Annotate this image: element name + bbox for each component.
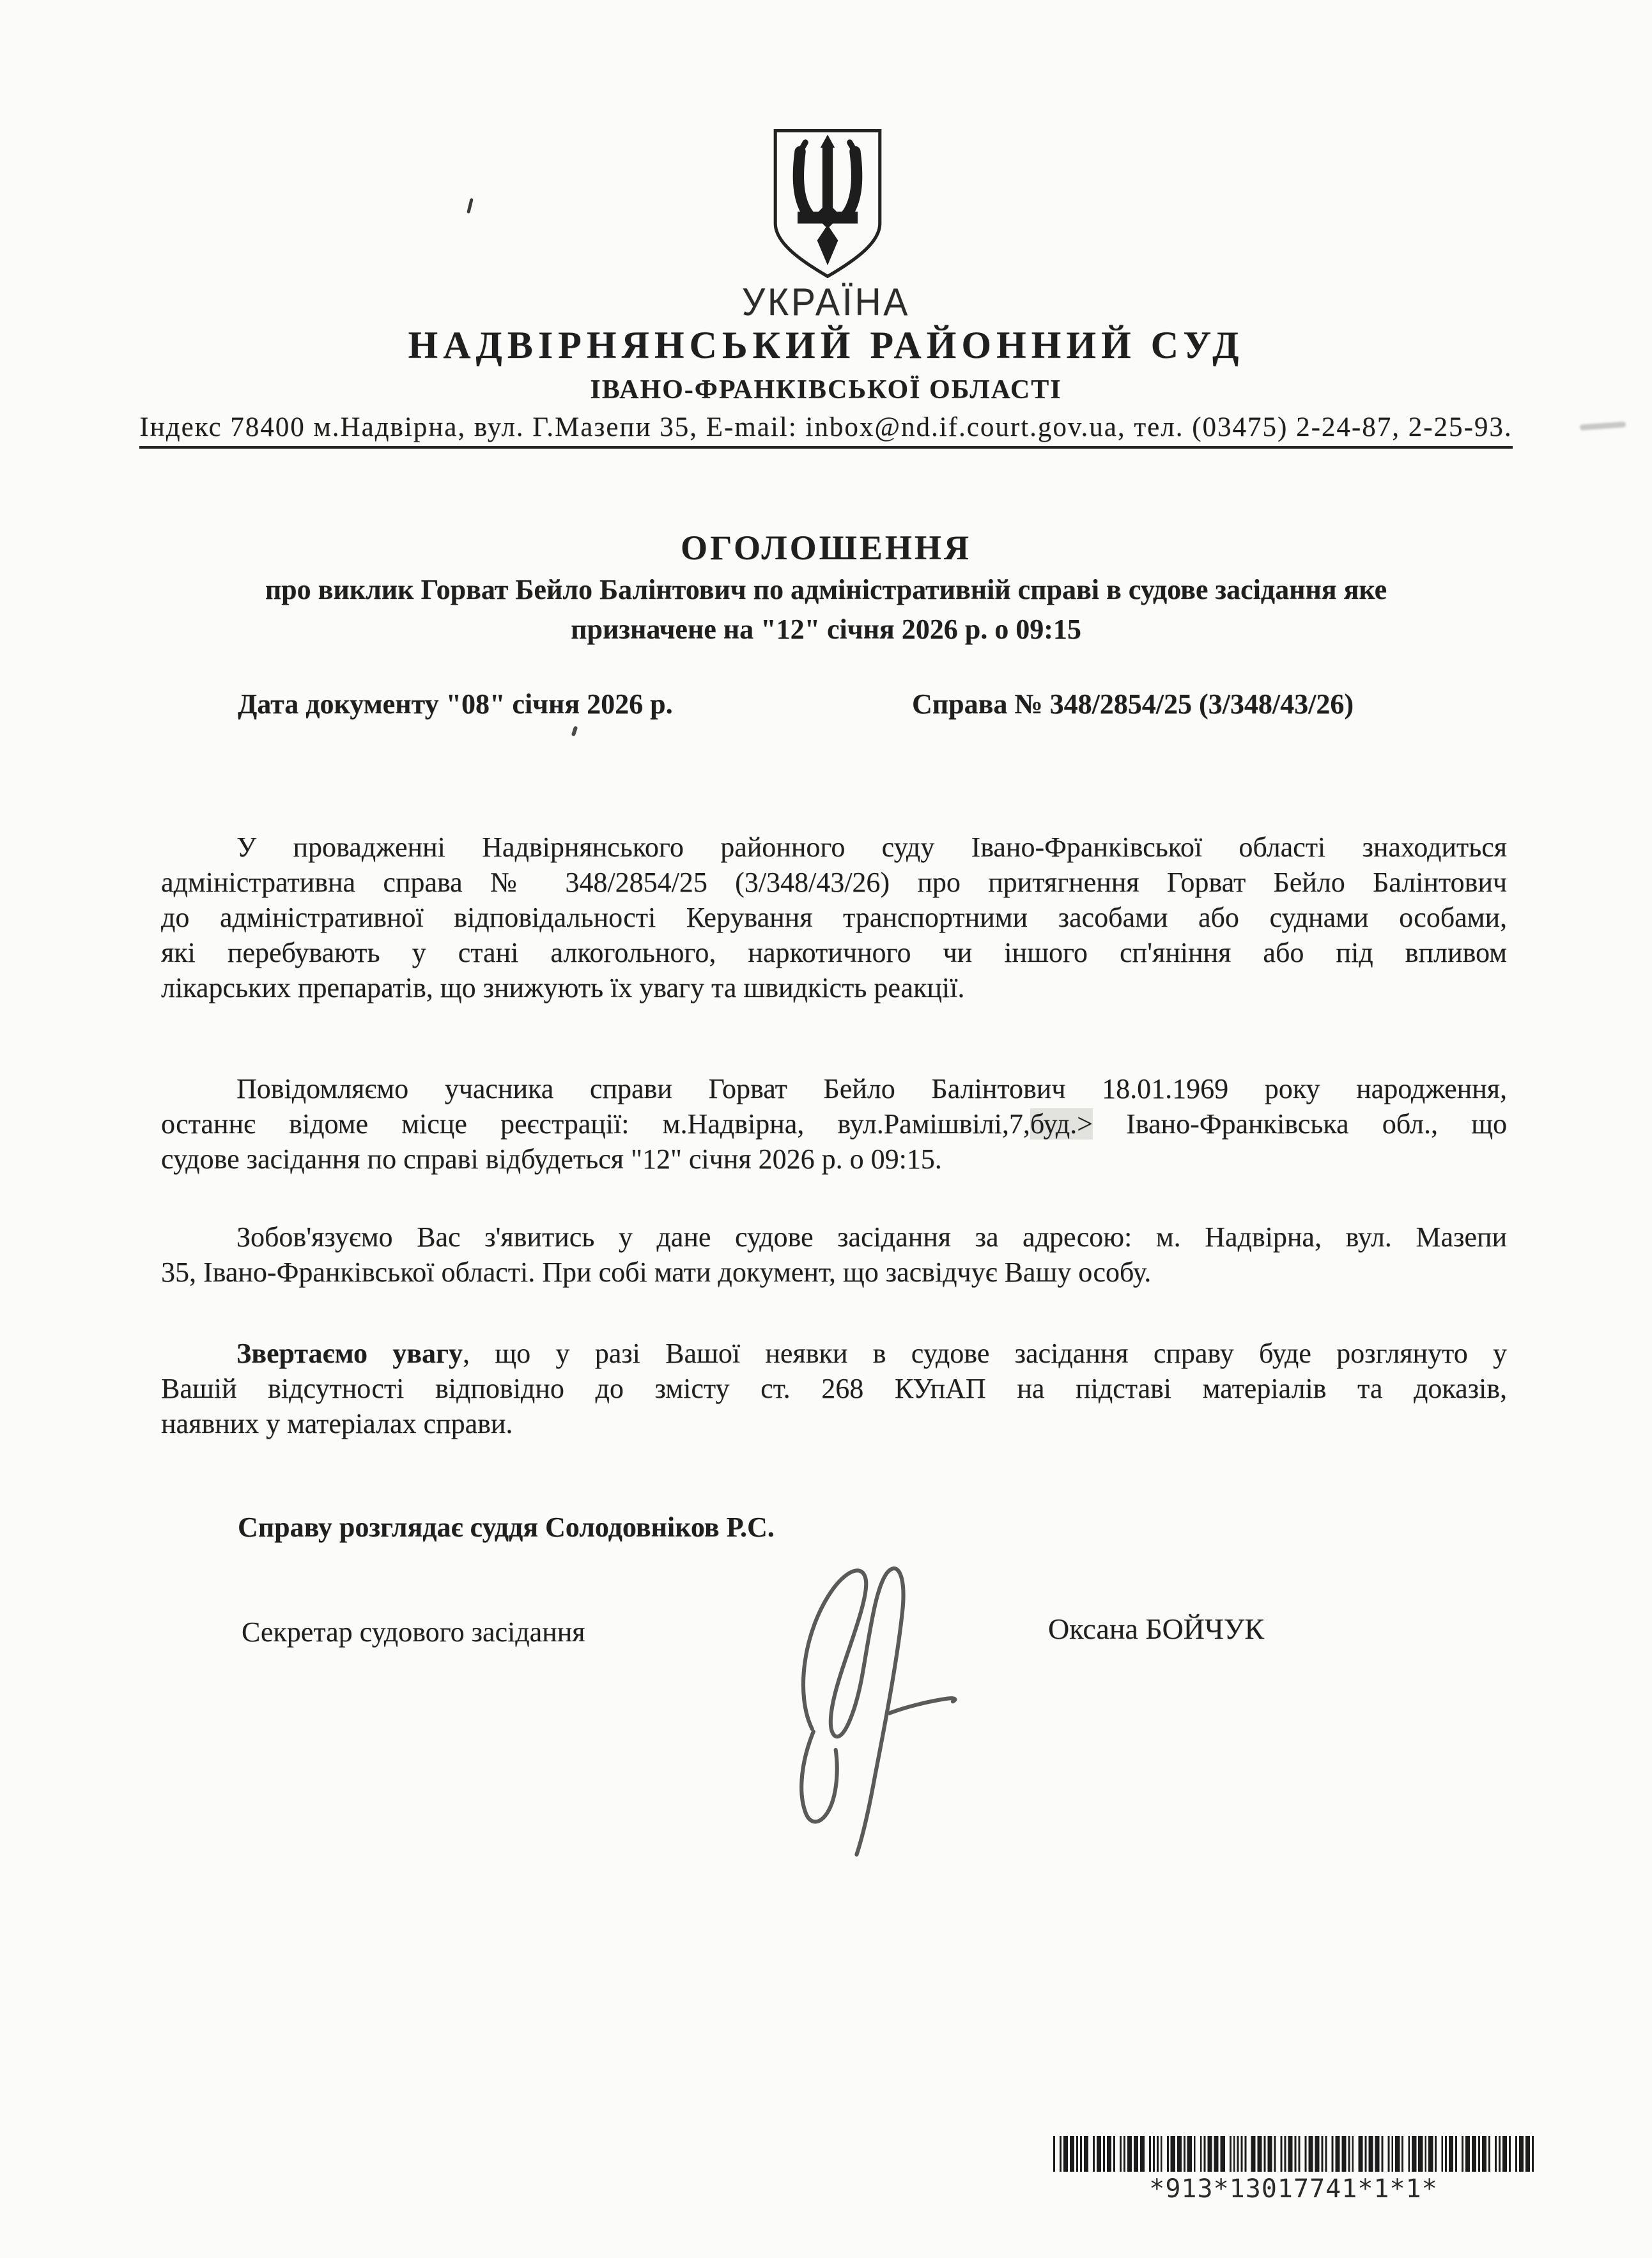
text-line: У провадженні Надвірнянського районного суду Івано-Франківської області знаходиться bbox=[236, 831, 1507, 863]
text-line bbox=[161, 1106, 1507, 1141]
paragraph-case-description bbox=[161, 830, 1507, 1005]
case-number: Справа № 348/2854/25 (3/348/43/26) bbox=[912, 688, 1354, 720]
text-line: лікарських препаратів, що знижують їх увагу та швидкість реакції. bbox=[161, 972, 965, 1003]
paragraph-notification bbox=[161, 1071, 1507, 1177]
ukraine-coat-of-arms-icon bbox=[769, 125, 886, 282]
barcode-label: *913*13017741*1*1* bbox=[1149, 2174, 1438, 2204]
court-region: ІВАНО-ФРАНКІВСЬКОЇ ОБЛАСТІ bbox=[590, 375, 1062, 405]
text-fragment: останнє відоме місце реєстрації: м.Надвірна, вул.Рамішвілі,7, bbox=[161, 1108, 1030, 1140]
text-fragment: , що у разі Вашої неявки в судове засідання справу буде розглянуто у bbox=[462, 1338, 1507, 1369]
text-line: судове засідання по справі відбудеться "12" січня 2026 р. о 09:15. bbox=[161, 1143, 942, 1175]
court-name: НАДВІРНЯНСЬКИЙ РАЙОННИЙ СУД bbox=[408, 324, 1244, 366]
bold-lead-text: Звертаємо увагу bbox=[236, 1338, 463, 1369]
text-line: які перебувають у стані алкогольного, наркотичного чи іншого сп'яніння або під впливом bbox=[161, 937, 1507, 968]
text-line: Вашій відсутності відповідно до змісту ст. 268 КУпАП на підставі матеріалів та доказів, bbox=[161, 1373, 1507, 1404]
highlighted-text: буд.> bbox=[1030, 1108, 1093, 1140]
handwritten-signature bbox=[735, 1533, 1010, 1860]
text-line: адміністративна справа № 348/2854/25 (3/348/43/26) про притягнення Горват Бейло Балінтович bbox=[161, 867, 1507, 898]
text-line: до адміністративної відповідальності Керування транспортними засобами або суднами особами, bbox=[161, 902, 1507, 933]
text-line bbox=[161, 1336, 1507, 1371]
subtitle-line-2: призначене на "12" січня 2026 р. о 09:15 bbox=[571, 614, 1081, 645]
page-title: ОГОЛОШЕННЯ bbox=[681, 529, 971, 567]
text-line: Повідомляємо учасника справи Горват Бейло Балінтович 18.01.1969 року народження, bbox=[236, 1073, 1507, 1104]
text-line: 35, Івано-Франківської області. При собі мати документ, що засвідчує Вашу особу. bbox=[161, 1257, 1152, 1288]
paragraph-warning bbox=[161, 1336, 1507, 1441]
secretary-name: Оксана БОЙЧУК bbox=[1048, 1612, 1265, 1645]
barcode bbox=[1053, 2136, 1534, 2172]
text-line: Зобов'язуємо Вас з'явитись у дане судове засідання за адресою: м. Надвірна, вул. Мазепи bbox=[236, 1221, 1507, 1253]
text-fragment: Івано-Франківська обл., що bbox=[1092, 1108, 1507, 1140]
court-contact-text: Індекс 78400 м.Надвірна, вул. Г.Мазепи 35, E-mail: inbox@nd.if.court.gov.ua, тел. (03475) 2-24-87, 2-25-93. bbox=[139, 412, 1512, 449]
judge-line: Справу розглядає суддя Солодовніков Р.С. bbox=[238, 1512, 775, 1543]
court-contact-line bbox=[0, 412, 1652, 443]
text-line: наявних у матеріалах справи. bbox=[161, 1408, 513, 1439]
country-label: УКРАЇНА bbox=[741, 281, 911, 323]
paragraph-obligation bbox=[161, 1219, 1507, 1290]
announcement-subtitle bbox=[0, 570, 1652, 649]
subtitle-line-1: про виклик Горват Бейло Балінтович по адміністративній справі в судове засідання яке bbox=[265, 574, 1387, 605]
scan-speck-artifact bbox=[467, 198, 474, 213]
scan-speck-artifact bbox=[571, 725, 578, 736]
document-date: Дата документу "08" січня 2026 р. bbox=[238, 688, 673, 720]
secretary-label: Секретар судового засідання bbox=[242, 1616, 585, 1648]
